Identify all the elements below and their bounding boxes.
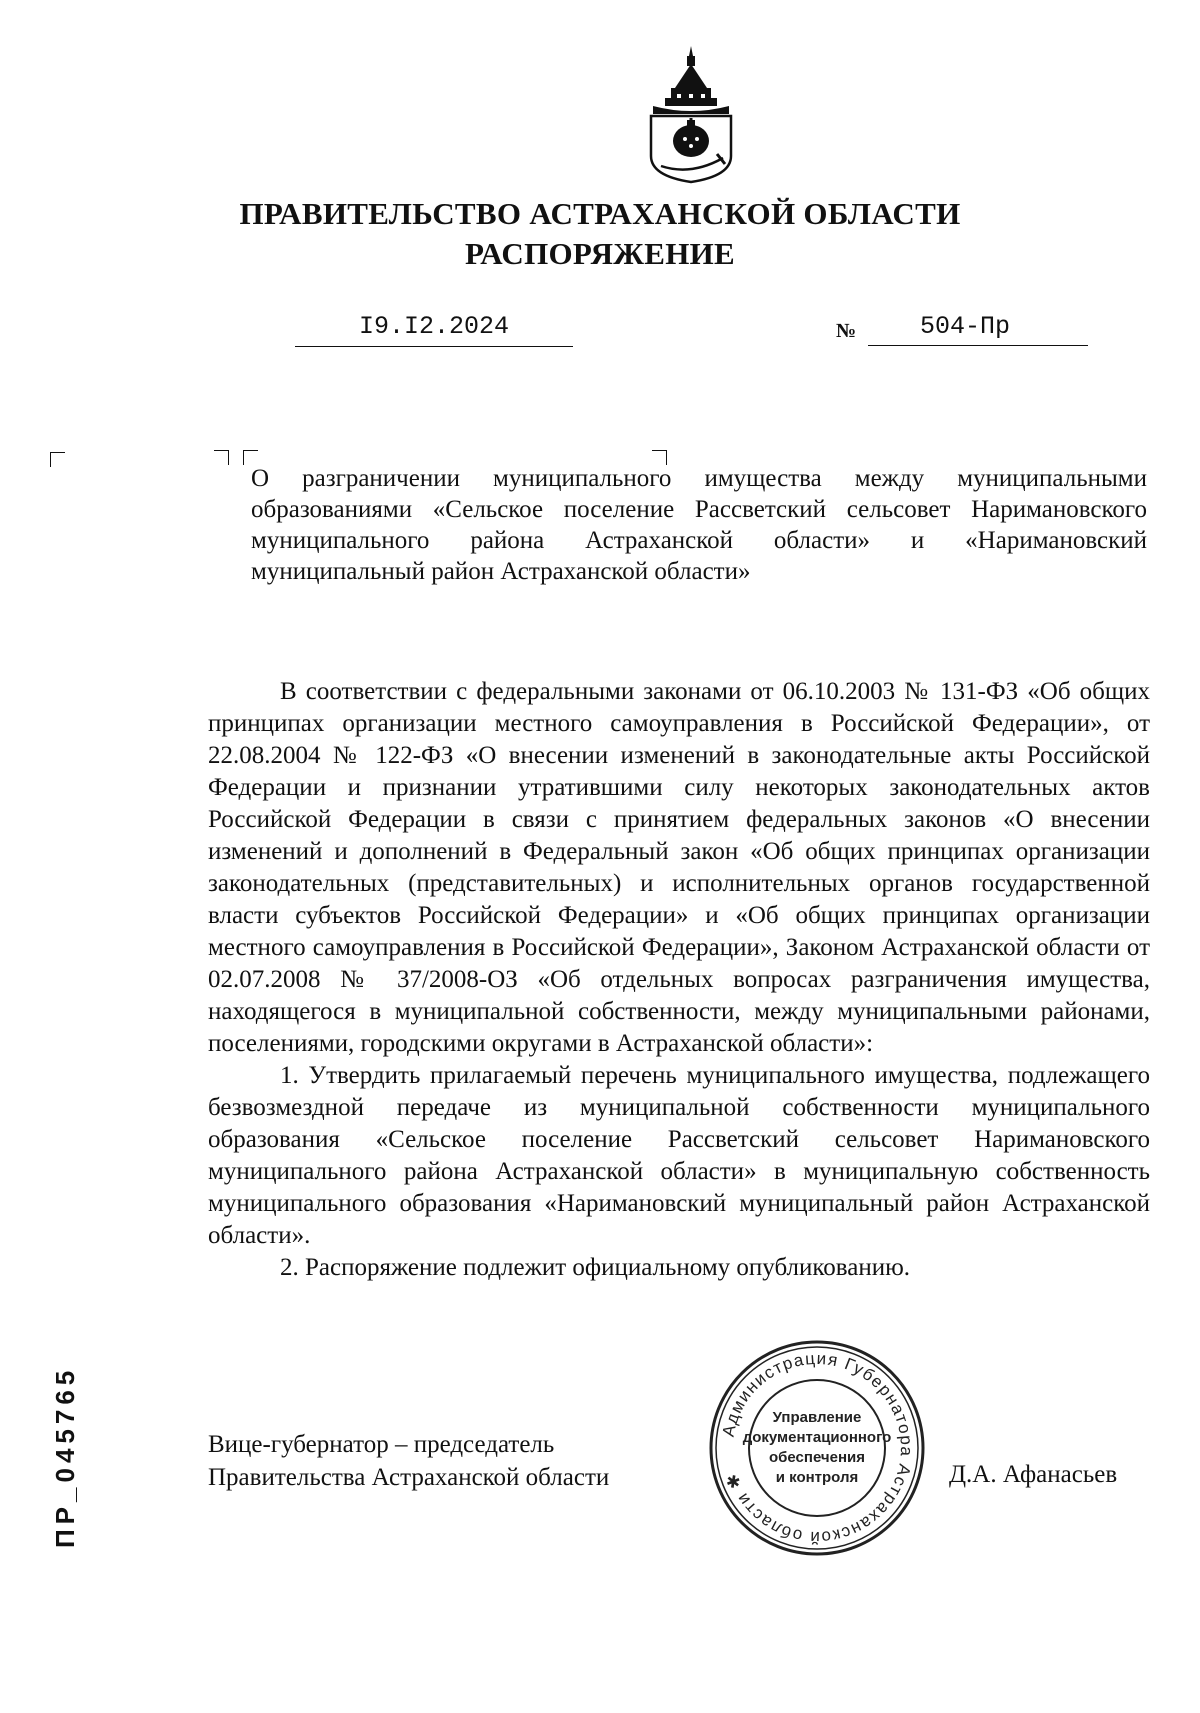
stamp-center-line: и контроля [775, 1469, 859, 1486]
body-item-1: 1. Утвердить прилагаемый перечень муниципального имущества, подлежащего безвозмездной передаче из муниципальной собственности муниципального образования «Сельское поселение Рассветский сельсовет Наримановского муниципального района Астраханской области» в муниципальную собственность муниципального образования «Наримановский муниципальный район Астраханской области». [208, 1062, 1150, 1249]
margin-corner-mark [50, 452, 65, 467]
signatory-title-line: Правительства Астраханской области [208, 1464, 610, 1491]
official-stamp [707, 1338, 927, 1558]
signatory-title [208, 1428, 609, 1494]
document-number: 504-Пр [868, 310, 1088, 346]
document-subject: О разграничении муниципального имущества между муниципальными образованиями «Сельское поселение Рассветский сельсовет Наримановского муниципального района Астраханской области» и «Наримановский муниципальный район Астраханской области» [251, 465, 1147, 585]
subject-corner-mark [214, 450, 229, 465]
stamp-center-line: Управление [772, 1409, 862, 1426]
body-item-2: 2. Распоряжение подлежит официальному опубликованию. [280, 1254, 911, 1281]
document-body [208, 676, 1150, 1284]
stamp-center-line: обеспечения [768, 1449, 866, 1466]
side-registration-code-text: ПР_045765 [50, 1365, 80, 1548]
document-type: РАСПОРЯЖЕНИЕ [464, 236, 736, 271]
document-date: I9.I2.2024 [295, 310, 573, 347]
signatory-name: Д.А. Афанасьев [949, 1461, 1118, 1488]
stamp-center-line: документационного [742, 1429, 892, 1446]
organization-title: ПРАВИТЕЛЬСТВО АСТРАХАНСКОЙ ОБЛАСТИ [239, 196, 961, 231]
body-preamble: В соответствии с федеральными законами от 06.10.2003 № 131-ФЗ «Об общих принципах организации местного самоуправления в Российской Федерации», от 22.08.2004 № 122-ФЗ «О внесении изменений в законодательные акты Российской Федерации и признании утратившими силу некоторых законодательных актов Российской Федерации в связи с принятием федеральных законов «О внесении изменений и дополнений в Федеральный закон «Об общих принципах организации законодательных (представительных) и исполнительных органов государственной власти субъектов Российской Федерации» и «Об общих принципах организации местного самоуправления в Российской Федерации», Законом Астраханской области от 02.07.2008 № 37/2008-ОЗ «Об отдельных вопросах разграничения имущества, находящегося в муниципальной собственности, между муниципальными районами, поселениями, городскими округами в Астраханской области»: [208, 678, 1150, 1057]
number-sign: № [836, 320, 857, 342]
coat-of-arms-emblem [643, 44, 739, 184]
signatory-title-line: Вице-губернатор – председатель [208, 1431, 555, 1458]
stamp-ring-text-path: Администрация Губернатора Астраханской области ✱ [718, 1348, 917, 1548]
